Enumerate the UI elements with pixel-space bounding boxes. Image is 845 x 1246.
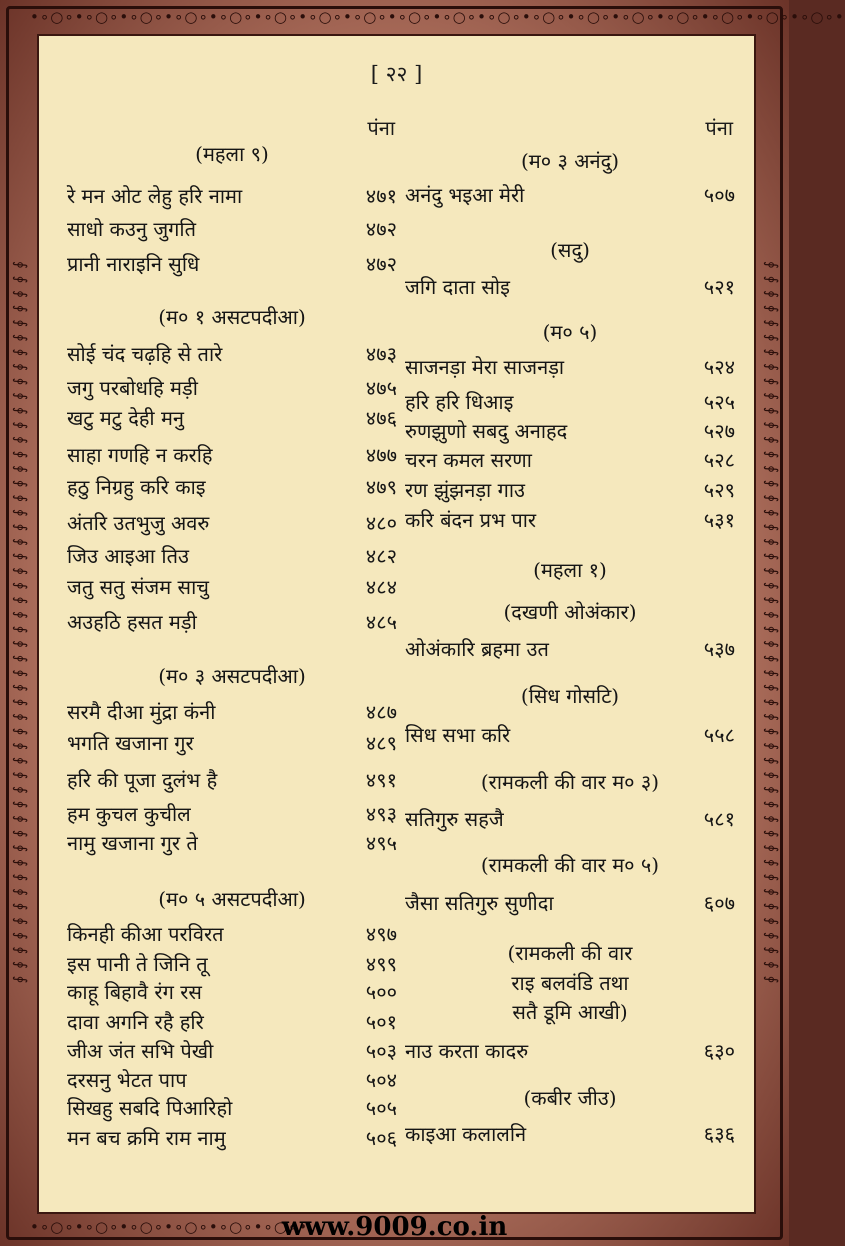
index-entry — [405, 721, 735, 751]
entry-page-number: ५०७ — [703, 183, 735, 207]
entry-page-number: ५३१ — [703, 508, 735, 532]
entry-page-number: ४७२ — [365, 252, 397, 276]
index-entry — [67, 920, 397, 950]
index-entry — [67, 509, 397, 539]
index-entry — [67, 441, 397, 471]
entry-title: सिखहु सबदि पिआरिहो — [67, 1096, 233, 1120]
index-entry — [405, 1120, 735, 1150]
index-entry — [405, 889, 735, 919]
right-column — [405, 36, 745, 1186]
index-entry — [405, 635, 735, 665]
entry-page-number: ५२७ — [703, 419, 735, 443]
entry-title: अंतरि उतभुजु अवरु — [67, 511, 210, 535]
entry-page-number: ६०७ — [703, 891, 735, 915]
index-entry — [67, 473, 397, 503]
entry-title: प्रानी नाराइनि सुधि — [67, 252, 200, 276]
entry-title: सतिगुरु सहजै — [405, 807, 504, 831]
entry-page-number: ५८१ — [703, 807, 735, 831]
section-heading: (सदु) — [550, 238, 590, 262]
section-heading: (दखणी ओअंकार) — [503, 600, 637, 624]
index-entry — [67, 698, 397, 728]
index-entry — [405, 476, 735, 506]
entry-title: नाउ करता कादरु — [405, 1039, 529, 1063]
entry-page-number: ५२९ — [703, 478, 735, 502]
entry-page-number: ५०५ — [365, 1096, 397, 1120]
index-entry — [405, 388, 735, 418]
entry-page-number: ५२८ — [703, 448, 735, 472]
section-heading: (सिध गोसटि) — [520, 684, 620, 708]
entry-page-number: ४८४ — [365, 575, 397, 599]
entry-title: काइआ कलालनि — [405, 1122, 527, 1146]
entry-title: इस पानी ते जिनि तू — [67, 952, 208, 976]
index-entry — [67, 829, 397, 859]
index-entry — [67, 250, 397, 280]
section-heading: (कबीर जीउ) — [523, 1086, 617, 1110]
index-entry — [405, 353, 735, 383]
section-heading: (म० ३ असटपदीआ) — [158, 664, 306, 688]
entry-page-number: ४८५ — [365, 610, 397, 634]
entry-page-number: ४७६ — [365, 406, 397, 430]
entry-title: हरि की पूजा दुलंभ है — [67, 768, 218, 792]
entry-title: अनंदु भइआ मेरी — [405, 183, 525, 207]
entry-title: साहा गणहि न करहि — [67, 443, 213, 467]
entry-title: सोई चंद चढ़हि से तारे — [67, 342, 223, 366]
entry-title: करि बंदन प्रभ पार — [405, 508, 537, 532]
bottom-border-ornament: •∘○∘•∘○∘•∘○∘•∘○∘•∘○∘•∘○∘• — [30, 1218, 309, 1236]
entry-page-number: ५५८ — [703, 723, 735, 747]
index-entry — [67, 340, 397, 370]
section-heading: (रामकली की वार — [507, 941, 633, 965]
top-border-ornament: •∘○∘•∘○∘•∘○∘•∘○∘•∘○∘•∘○∘•∘○∘•∘○∘•∘○∘•∘○∘•∘○∘•∘○∘•∘○∘•∘○∘•∘○∘•∘○∘•∘○∘•∘○∘• — [30, 8, 845, 26]
left-border-ornament: ∮ ∮ ∮ ∮ ∮ ∮ ∮ ∮ ∮ ∮ ∮ ∮ ∮ ∮ ∮ ∮ ∮ ∮ ∮ ∮ ∮ ∮ ∮ ∮ ∮ ∮ ∮ ∮ ∮ ∮ ∮ ∮ ∮ ∮ ∮ ∮ ∮ ∮ ∮ ∮ ∮ ∮ ∮ ∮ ∮ ∮ ∮ ∮ ∮ ∮ — [12, 261, 30, 985]
entry-title: रण झुंझनड़ा गाउ — [405, 478, 525, 502]
entry-title: किनही कीआ परविरत — [67, 922, 224, 946]
entry-page-number: ४९३ — [365, 802, 397, 826]
entry-title: ओअंकारि ब्रहमा उत — [405, 637, 549, 661]
index-entry — [67, 1008, 397, 1038]
entry-title: मन बच क्रमि राम नामु — [67, 1126, 226, 1150]
index-entry — [67, 215, 397, 245]
page-number: [ २२ ] — [370, 62, 423, 86]
entry-page-number: ४८७ — [365, 700, 397, 724]
entry-page-number: ४७२ — [365, 217, 397, 241]
section-heading: (महला १) — [533, 558, 607, 582]
left-column — [67, 36, 407, 1186]
index-entry — [405, 417, 735, 447]
index-entry — [405, 805, 735, 835]
index-entry — [67, 608, 397, 638]
entry-title: सिध सभा करि — [405, 723, 511, 747]
entry-page-number: ४८० — [365, 511, 397, 535]
entry-title: जैसा सतिगुरु सुणीदा — [405, 891, 554, 915]
entry-page-number: ४८२ — [365, 544, 397, 568]
entry-page-number: ५२४ — [703, 355, 735, 379]
section-heading: सतै डूमि आखी) — [512, 1000, 628, 1024]
entry-page-number: ४७१ — [365, 184, 397, 208]
index-entry — [405, 1037, 735, 1067]
column-header-left: पंना — [367, 116, 395, 140]
entry-page-number: ४७७ — [365, 443, 397, 467]
entry-page-number: ५०६ — [365, 1126, 397, 1150]
entry-page-number: ४७५ — [365, 376, 397, 400]
index-entry — [67, 542, 397, 572]
entry-title: जीअ जंत सभि पेखी — [67, 1039, 214, 1063]
section-heading: (म० ५) — [542, 320, 598, 344]
section-heading: (म० ५ असटपदीआ) — [158, 887, 306, 911]
entry-title: रे मन ओट लेहु हरि नामा — [67, 184, 243, 208]
index-entry — [405, 446, 735, 476]
entry-page-number: ५०० — [365, 980, 397, 1004]
entry-page-number: ४७३ — [365, 342, 397, 366]
index-entry — [405, 506, 735, 536]
index-entry — [405, 273, 735, 303]
index-entry — [67, 1094, 397, 1124]
index-entry — [67, 1124, 397, 1154]
entry-page-number: ५२५ — [703, 390, 735, 414]
entry-page-number: ४९९ — [365, 952, 397, 976]
entry-title: काहू बिहावै रंग रस — [67, 980, 202, 1004]
column-header-right: पंना — [705, 116, 733, 140]
website-footer: www.9009.co.in — [281, 1212, 508, 1242]
section-heading: (रामकली की वार म० ३) — [480, 770, 660, 794]
entry-title: नामु खजाना गुर ते — [67, 831, 198, 855]
entry-page-number: ५०१ — [365, 1010, 397, 1034]
index-entry — [67, 729, 397, 759]
entry-title: हरि हरि धिआइ — [405, 390, 514, 414]
entry-title: जगि दाता सोइ — [405, 275, 510, 299]
entry-page-number: ५३७ — [703, 637, 735, 661]
entry-title: रुणझुणो सबदु अनाहद — [405, 419, 568, 443]
entry-page-number: ४९१ — [365, 768, 397, 792]
entry-title: अउहठि हसत मड़ी — [67, 610, 197, 634]
entry-page-number: ५०४ — [365, 1068, 397, 1092]
index-entry — [67, 182, 397, 212]
entry-page-number: ४९७ — [365, 922, 397, 946]
index-entry — [67, 800, 397, 830]
entry-title: जगु परबोधहि मड़ी — [67, 376, 198, 400]
index-entry — [67, 978, 397, 1008]
entry-title: हम कुचल कुचील — [67, 802, 191, 826]
entry-page-number: ६३६ — [703, 1122, 735, 1146]
entry-title: खटु मटु देही मनु — [67, 406, 185, 430]
entry-page-number: ४८९ — [365, 731, 397, 755]
entry-title: दावा अगनि रहै हरि — [67, 1010, 204, 1034]
index-entry — [67, 1037, 397, 1067]
index-entry — [67, 404, 397, 434]
section-heading: (म० ३ अनंदु) — [520, 149, 620, 173]
index-entry — [67, 374, 397, 404]
entry-title: दरसनु भेटत पाप — [67, 1068, 187, 1092]
entry-page-number: ५०३ — [365, 1039, 397, 1063]
index-entry — [67, 950, 397, 980]
index-page — [37, 34, 756, 1214]
entry-title: साजनड़ा मेरा साजनड़ा — [405, 355, 565, 379]
entry-title: हठु निग्रहु करि काइ — [67, 475, 206, 499]
entry-title: जतु सतु संजम साचु — [67, 575, 209, 599]
section-heading: (रामकली की वार म० ५) — [480, 853, 660, 877]
index-entry — [67, 573, 397, 603]
entry-page-number: ४७९ — [365, 475, 397, 499]
entry-title: जिउ आइआ तिउ — [67, 544, 189, 568]
right-border-ornament: ∮ ∮ ∮ ∮ ∮ ∮ ∮ ∮ ∮ ∮ ∮ ∮ ∮ ∮ ∮ ∮ ∮ ∮ ∮ ∮ ∮ ∮ ∮ ∮ ∮ ∮ ∮ ∮ ∮ ∮ ∮ ∮ ∮ ∮ ∮ ∮ ∮ ∮ ∮ ∮ ∮ ∮ ∮ ∮ ∮ ∮ ∮ ∮ ∮ ∮ — [763, 261, 781, 985]
index-entry — [405, 181, 735, 211]
entry-page-number: ४९५ — [365, 831, 397, 855]
entry-page-number: ५२१ — [703, 275, 735, 299]
section-heading: (महला ९) — [195, 142, 269, 166]
index-entry — [67, 1066, 397, 1096]
entry-title: चरन कमल सरणा — [405, 448, 532, 472]
entry-title: साधो कउनु जुगति — [67, 217, 196, 241]
entry-page-number: ६३० — [703, 1039, 735, 1063]
section-heading: (म० १ असटपदीआ) — [158, 305, 306, 329]
index-entry — [67, 766, 397, 796]
entry-title: भगति खजाना गुर — [67, 731, 194, 755]
section-heading: राइ बलवंडि तथा — [511, 971, 629, 995]
entry-title: सरमै दीआ मुंद्रा कंनी — [67, 700, 216, 724]
